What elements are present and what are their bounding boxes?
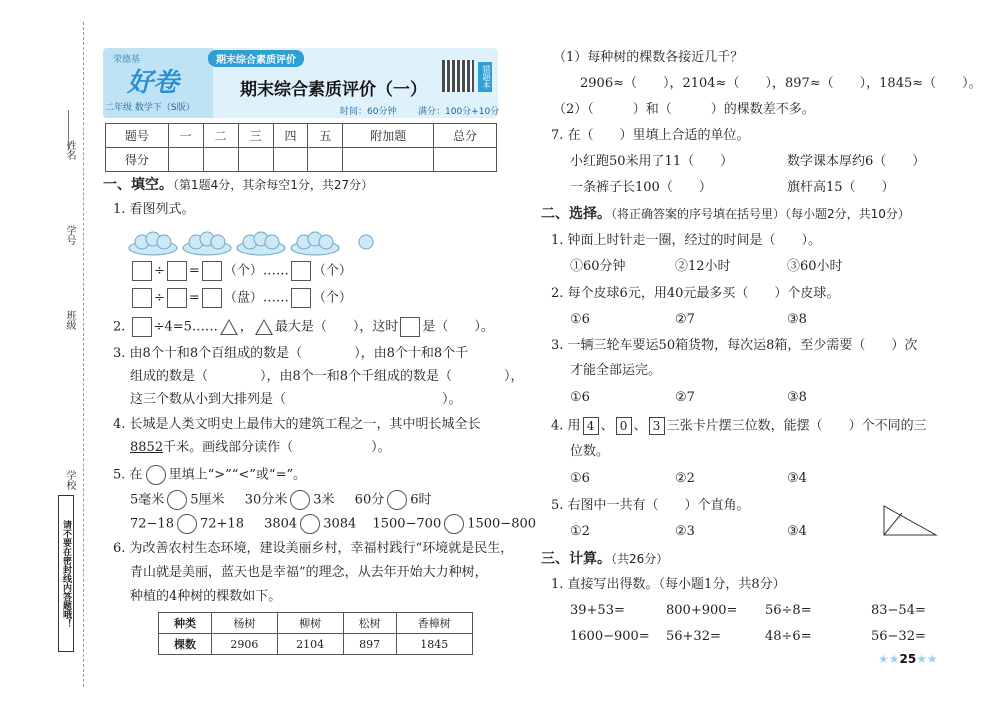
score-header-cell: 一 bbox=[168, 124, 203, 148]
q7-c: 一条裤子长100（ ） bbox=[570, 180, 712, 195]
q3-line3: 这三个数从小到大排列是（ ）。 bbox=[130, 392, 462, 407]
c1-opt-b[interactable]: ②12小时 bbox=[675, 259, 731, 274]
logo: 好卷 bbox=[127, 68, 180, 98]
score-cell[interactable] bbox=[168, 148, 203, 172]
q3-line2: 组成的数是（ ），由8个一和8个千组成的数是（ ）， bbox=[130, 369, 524, 384]
q7-a: 小红跑50米用了11（ ） bbox=[570, 154, 734, 169]
c3-opt-a[interactable]: ①6 bbox=[570, 390, 590, 405]
q6-line3: 种植的4种树的棵数如下。 bbox=[130, 589, 282, 604]
c1: 1. 钟面上时针走一圈，经过的时间是（ ）。 bbox=[551, 233, 822, 248]
q7: 7. 在（ ）里填上合适的单位。 bbox=[551, 128, 750, 143]
name-label: 姓名 bbox=[64, 140, 75, 160]
score-cell[interactable] bbox=[238, 148, 273, 172]
score-header-cell: 二 bbox=[203, 124, 238, 148]
star-icon: ★★ bbox=[916, 652, 938, 666]
k1: 1. 直接写出得数。（每小题1分，共8分） bbox=[551, 577, 786, 592]
c4-line1: 4. 用 4 、 0 、 3 三张卡片摆三位数，能摆（ ）个不同的三 bbox=[551, 418, 927, 434]
star-icon: ★★ bbox=[878, 652, 900, 666]
tree-header-cell: 柳树 bbox=[277, 613, 343, 634]
q1: 1. 看图列式。 bbox=[113, 202, 195, 217]
section-1-title: 一、填空。（第1题4分，其余每空1分，共27分） bbox=[103, 177, 374, 193]
calc-item: 800+900= bbox=[666, 603, 738, 618]
banner: 期末综合素质评价 bbox=[208, 50, 304, 67]
answer-box[interactable] bbox=[132, 317, 152, 337]
name-line bbox=[68, 110, 69, 150]
score-header-cell: 题号 bbox=[106, 124, 169, 148]
score-cell[interactable] bbox=[203, 148, 238, 172]
publisher: 荣德基 bbox=[113, 55, 141, 65]
answer-box[interactable] bbox=[167, 288, 187, 308]
grade-label: 二年级 数学下（S版） bbox=[105, 103, 195, 113]
tree-cell: 棵数 bbox=[159, 634, 212, 655]
binding-margin bbox=[60, 30, 78, 690]
triangle-icon bbox=[255, 319, 273, 335]
underlined-number: 8852 bbox=[130, 440, 164, 455]
tree-cell: 1845 bbox=[396, 634, 472, 655]
tree-cell: 897 bbox=[343, 634, 396, 655]
score-header-cell: 四 bbox=[273, 124, 308, 148]
compare-circle[interactable] bbox=[444, 514, 464, 534]
score-table-score-row bbox=[106, 148, 497, 172]
section-3-title: 三、计算。（共26分） bbox=[541, 551, 669, 567]
tree-table-row bbox=[159, 634, 473, 655]
c5: 5. 右图中一共有（ ）个直角。 bbox=[551, 498, 750, 513]
q5-row1: 5毫米 5厘米 30分米 3米 60分 6时 bbox=[130, 490, 432, 510]
q5-row2: 72−18 72+18 3804 3084 1500−700 1500−800 bbox=[130, 514, 536, 534]
answer-box[interactable] bbox=[291, 288, 311, 308]
compare-circle[interactable] bbox=[387, 490, 407, 510]
logo-area bbox=[103, 48, 213, 118]
digit-card: 0 bbox=[616, 417, 632, 435]
c5-opt-c[interactable]: ③4 bbox=[787, 524, 807, 539]
class-label: 班级 bbox=[64, 310, 75, 330]
qr-label: 错题本 bbox=[478, 62, 492, 92]
calc-item: 56÷8= bbox=[765, 603, 812, 618]
q1-line2: ÷ = （盘）…… （个） bbox=[130, 288, 352, 308]
calc-item: 83−54= bbox=[871, 603, 926, 618]
section-2-title: 二、选择。（将正确答案的序号填在括号里）（每小题2分，共10分） bbox=[541, 206, 910, 222]
q7-b: 数学课本厚约6（ ） bbox=[787, 154, 926, 169]
page-number-area bbox=[878, 652, 938, 666]
c1-opt-a[interactable]: ①60分钟 bbox=[570, 259, 626, 274]
circle-blank[interactable] bbox=[146, 465, 166, 485]
calc-item: 56+32= bbox=[666, 629, 721, 644]
calc-item: 48÷6= bbox=[765, 629, 812, 644]
c2: 2. 每个皮球6元，用40元最多买（ ）个皮球。 bbox=[551, 286, 840, 301]
calc-item: 56−32= bbox=[871, 629, 926, 644]
score-header-cell: 五 bbox=[308, 124, 343, 148]
q3-line1: 3. 由8个十和8个百组成的数是（ ），由8个十和8个千 bbox=[113, 346, 469, 361]
school-label: 学校 bbox=[64, 470, 75, 490]
triangle-icon bbox=[220, 319, 238, 335]
r1: （1）每种树的棵数各接近几千？ bbox=[553, 50, 744, 65]
tree-header-cell: 香樟树 bbox=[396, 613, 472, 634]
calc-item: 1600−900= bbox=[570, 629, 650, 644]
c4-opt-c[interactable]: ③4 bbox=[787, 471, 807, 486]
q1-line1: ÷ = （个）…… （个） bbox=[130, 261, 352, 281]
c3-opt-b[interactable]: ②7 bbox=[675, 390, 695, 405]
digit-card: 3 bbox=[649, 417, 665, 435]
answer-box[interactable] bbox=[202, 288, 222, 308]
q5: 5. 在 里填上“>”“<”或“=”。 bbox=[113, 465, 306, 485]
score-header-cell: 三 bbox=[238, 124, 273, 148]
score-header-cell: 总分 bbox=[434, 124, 497, 148]
c3-line1: 3. 一辆三轮车要运50箱货物，每次运8箱，至少需要（ ）次 bbox=[551, 338, 918, 353]
c2-opt-b[interactable]: ②7 bbox=[675, 312, 695, 327]
tree-header-cell: 种类 bbox=[159, 613, 212, 634]
answer-box[interactable] bbox=[202, 261, 222, 281]
q4-line1: 4. 长城是人类文明史上最伟大的建筑工程之一，其中明长城全长 bbox=[113, 417, 481, 432]
buns-plates-image bbox=[128, 228, 388, 256]
seal-note: 请不要在密封线内答题哦！ bbox=[58, 495, 74, 652]
full-score-label: 满分：100分+10分 bbox=[418, 107, 500, 117]
c4-line2: 位数。 bbox=[570, 444, 610, 459]
tree-cell: 2104 bbox=[277, 634, 343, 655]
c5-opt-a[interactable]: ①2 bbox=[570, 524, 590, 539]
time-label: 时间：60分钟 bbox=[340, 107, 397, 117]
q4-line2: 8852千米。画线部分读作（ ）。 bbox=[130, 440, 391, 455]
c4-opt-a[interactable]: ①6 bbox=[570, 471, 590, 486]
answer-box[interactable] bbox=[167, 261, 187, 281]
tree-table-header bbox=[159, 613, 473, 634]
score-table bbox=[105, 123, 497, 172]
compare-circle[interactable] bbox=[177, 514, 197, 534]
c5-opt-b[interactable]: ②3 bbox=[675, 524, 695, 539]
c2-opt-a[interactable]: ①6 bbox=[570, 312, 590, 327]
score-cell[interactable] bbox=[434, 148, 497, 172]
answer-box[interactable] bbox=[291, 261, 311, 281]
right-triangle-figure bbox=[880, 503, 940, 538]
page-number: 25 bbox=[899, 652, 917, 666]
answer-box[interactable] bbox=[400, 317, 420, 337]
score-table-header-row bbox=[106, 124, 497, 148]
compare-circle[interactable] bbox=[167, 490, 187, 510]
q6-line2: 青山就是美丽，蓝天也是幸福”的理念，从去年开始大力种树， bbox=[130, 565, 488, 580]
tree-header-cell: 松树 bbox=[343, 613, 396, 634]
calc-item: 39+53= bbox=[570, 603, 625, 618]
score-cell[interactable] bbox=[273, 148, 308, 172]
compare-circle[interactable] bbox=[290, 490, 310, 510]
q7-d: 旗杆高15（ ） bbox=[787, 180, 895, 195]
c1-opt-c[interactable]: ③60小时 bbox=[787, 259, 843, 274]
tree-table bbox=[158, 612, 473, 655]
score-cell[interactable] bbox=[308, 148, 343, 172]
c3-opt-c[interactable]: ③8 bbox=[787, 390, 807, 405]
page-title: 期末综合素质评价（一） bbox=[240, 80, 427, 100]
score-cell[interactable] bbox=[343, 148, 434, 172]
q6-line1: 6. 为改善农村生态环境，建设美丽乡村，幸福村践行“环境就是民生， bbox=[113, 541, 514, 556]
digit-card: 4 bbox=[583, 417, 599, 435]
c3-line2: 才能全部运完。 bbox=[570, 363, 662, 378]
r2: 2906≈（ ），2104≈（ ），897≈（ ），1845≈（ ）。 bbox=[580, 76, 982, 91]
r3: （2）（ ）和（ ）的棵数差不多。 bbox=[553, 102, 815, 117]
score-row-label: 得分 bbox=[106, 148, 169, 172]
tree-cell: 2906 bbox=[212, 634, 278, 655]
answer-box[interactable] bbox=[132, 261, 152, 281]
qr-code-icon bbox=[442, 60, 474, 92]
buns-picture bbox=[128, 228, 388, 256]
q2: 2. ÷4=5…… ， 最大是（ ），这时 是（ ）。 bbox=[113, 317, 494, 337]
number-label: 学号 bbox=[64, 225, 75, 245]
c4-opt-b[interactable]: ②2 bbox=[675, 471, 695, 486]
score-header-cell: 附加题 bbox=[343, 124, 434, 148]
tree-header-cell: 杨树 bbox=[212, 613, 278, 634]
answer-box[interactable] bbox=[132, 288, 152, 308]
seal-line bbox=[83, 22, 84, 687]
compare-circle[interactable] bbox=[300, 514, 320, 534]
c2-opt-c[interactable]: ③8 bbox=[787, 312, 807, 327]
